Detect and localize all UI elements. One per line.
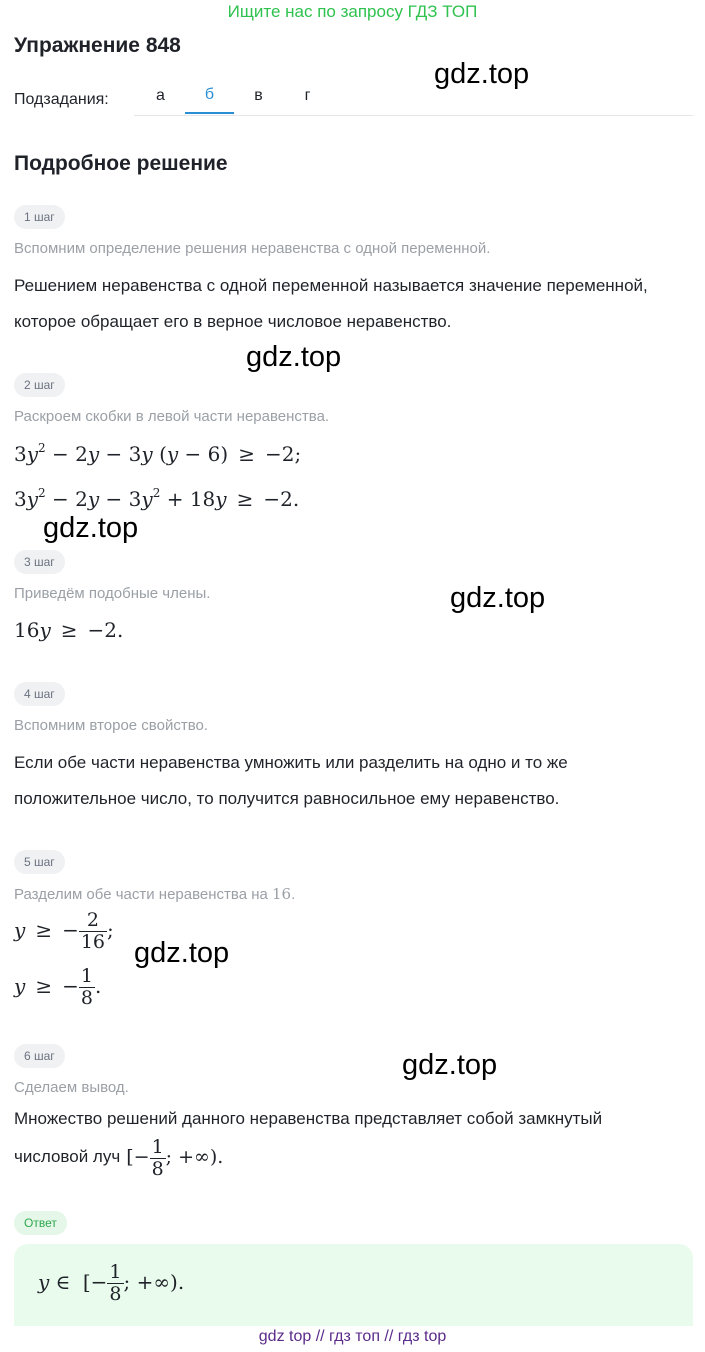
subtasks-label: Подзадания: [14, 91, 109, 108]
step-badge-6: 6 шаг [14, 1044, 65, 1068]
step-math-5b: y ≥ − $\frac{1}{8}$ . [14, 965, 102, 1009]
watermark: gdz.top [450, 582, 546, 614]
step-math-2a: $3y^2 - 2y - 3y$ (y − 6) ≥ −2; [14, 441, 302, 466]
watermark: gdz.top [134, 937, 230, 969]
step-text-4: Если обе части неравенства умножить или разделить на одно и то же положительное число, то получится равносильное ему неравенство. [14, 753, 568, 808]
step-hint-4: Вспомним второе свойство. [14, 717, 209, 734]
step-hint-5-value: 16 [272, 885, 292, 903]
step-hint-3: Приведём подобные члены. [14, 585, 211, 602]
step-badge-4: 4 шаг [14, 682, 65, 706]
tabs-divider [134, 115, 693, 116]
exercise-title: Упражнение 848 [14, 34, 181, 57]
watermark: gdz.top [246, 341, 342, 373]
step-hint-2: Раскроем скобки в левой части неравенства. [14, 408, 330, 425]
step-text-6a: Множество решений данного неравенства представляет собой замкнутый [14, 1109, 603, 1128]
step-math-6: [− $\frac{1}{8}$ ; +∞). [126, 1135, 224, 1180]
tab-a[interactable]: а [156, 87, 165, 104]
step-text-6b [14, 1133, 694, 1181]
step-math-5a: y ≥ − $\frac{2}{16}$ ; [14, 909, 114, 953]
step-badge-2: 2 шаг [14, 373, 65, 397]
step-badge-3: 3 шаг [14, 550, 65, 574]
fraction-1-8: $\frac{1}{8}$ [80, 965, 93, 1009]
subtasks-nav [14, 86, 332, 114]
section-title: Подробное решение [14, 152, 228, 175]
answer-box [14, 1244, 693, 1326]
footer-links[interactable]: gdz top // гдз топ // гдз top [258, 1328, 447, 1345]
step-math-2b: $3y^2 - 2y - 3y^2 + 18y \ge -2$. [14, 486, 300, 511]
fraction-2-16: $\frac{2}{16}$ [80, 909, 106, 953]
step-badge-1: 1 шаг [14, 205, 65, 229]
step-hint-5-text: Разделим обе части неравенства на [14, 886, 268, 903]
tab-g[interactable]: г [304, 87, 311, 104]
step-text-6b-label: числовой луч [14, 1147, 121, 1166]
step-hint-6: Сделаем вывод. [14, 1079, 129, 1096]
answer-math: y ∈ [− $\frac{1}{8}$ ; +∞). [38, 1261, 185, 1305]
watermark: gdz.top [402, 1049, 498, 1081]
tab-b[interactable]: б [185, 86, 234, 114]
watermark: gdz.top [434, 58, 530, 90]
step-hint-1: Вспомним определение решения неравенства с одной переменной. [14, 240, 491, 257]
step-text-1: Решением неравенства с одной переменной называется значение переменной, которое обращает его в верное числовое неравенство. [14, 276, 648, 331]
step-badge-5: 5 шаг [14, 850, 65, 874]
step-hint-5: Разделим обе части неравенства на 16. [14, 885, 296, 903]
tab-v[interactable]: в [254, 87, 263, 104]
top-banner[interactable]: Ищите нас по запросу ГДЗ ТОП [227, 2, 478, 21]
step-math-3: 16y ≥ −2. [14, 618, 124, 642]
answer-badge: Ответ [14, 1211, 67, 1235]
watermark: gdz.top [43, 512, 139, 544]
